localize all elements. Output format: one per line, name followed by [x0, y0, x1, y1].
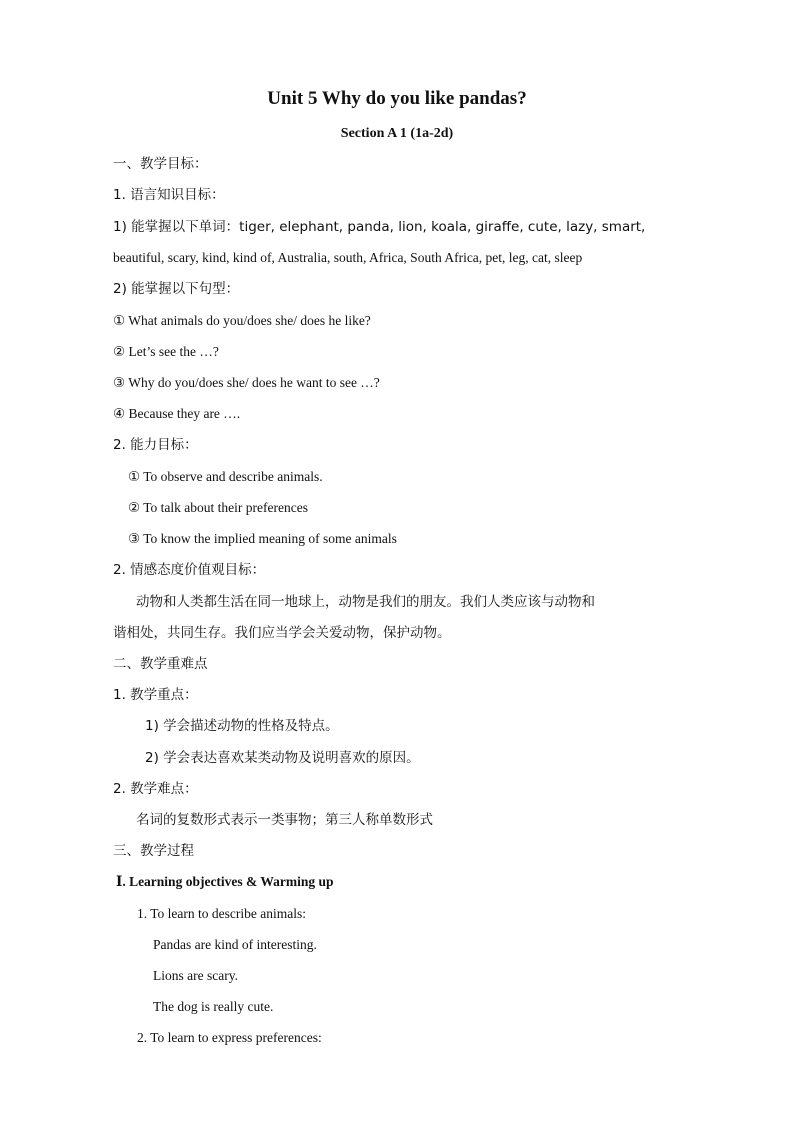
ability-goal-1: ① To observe and describe animals.	[128, 469, 323, 484]
attitude-goals-heading: 2. 情感态度价值观目标：	[113, 562, 266, 578]
example-sentence-3: The dog is really cute.	[153, 999, 274, 1014]
ability-goal-2: ② To talk about their preferences	[128, 500, 308, 515]
sentence-pattern-2: ② Let’s see the …?	[113, 344, 219, 359]
attitude-paragraph-line-2: 谐相处，共同生存。我们应当学会关爱动物，保护动物。	[113, 625, 451, 641]
ability-goal-3: ③ To know the implied meaning of some animals	[128, 531, 397, 546]
section-heading-key-points: 二、教学重难点	[113, 656, 208, 672]
key-point-1: 1) 学会描述动物的性格及特点。	[145, 718, 339, 734]
page-title: Unit 5 Why do you like pandas?	[267, 88, 527, 109]
sentence-pattern-4: ④ Because they are ….	[113, 406, 241, 421]
page-subtitle: Section A 1 (1a-2d)	[340, 126, 454, 141]
step-1-heading: Ⅰ. Learning objectives & Warming up	[116, 874, 334, 889]
difficult-points-heading: 2. 教学难点：	[113, 781, 198, 797]
sentence-pattern-3: ③ Why do you/does she/ does he want to see …?	[113, 375, 380, 390]
sentence-pattern-1: ① What animals do you/does she/ does he like?	[113, 313, 371, 328]
step-1-item-2: 2. To learn to express preferences:	[137, 1030, 322, 1045]
example-sentence-1: Pandas are kind of interesting.	[153, 937, 317, 952]
example-sentence-2: Lions are scary.	[153, 968, 238, 983]
section-heading-process: 三、教学过程	[113, 843, 194, 859]
section-heading-objectives: 一、教学目标：	[113, 156, 208, 172]
step-1-item-1: 1. To learn to describe animals:	[137, 906, 307, 921]
key-points-heading: 1. 教学重点：	[113, 687, 198, 703]
ability-goals-heading: 2. 能力目标：	[113, 437, 198, 453]
key-point-2: 2) 学会表达喜欢某类动物及说明喜欢的原因。	[145, 750, 420, 766]
difficult-point-text: 名词的复数形式表示一类事物；第三人称单数形式	[136, 812, 433, 828]
attitude-paragraph-line-1: 动物和人类都生活在同一地球上，动物是我们的朋友。我们人类应该与动物和	[136, 594, 595, 610]
vocabulary-line-1: 1) 能掌握以下单词：tiger, elephant, panda, lion, koala, giraffe, cute, lazy, smart,	[113, 219, 646, 235]
subsection-language-knowledge: 1. 语言知识目标：	[113, 187, 225, 203]
vocabulary-line-2: beautiful, scary, kind, kind of, Australia, south, Africa, South Africa, pet, leg, cat, sleep	[113, 250, 583, 265]
sentence-patterns-heading: 2) 能掌握以下句型：	[113, 281, 240, 297]
